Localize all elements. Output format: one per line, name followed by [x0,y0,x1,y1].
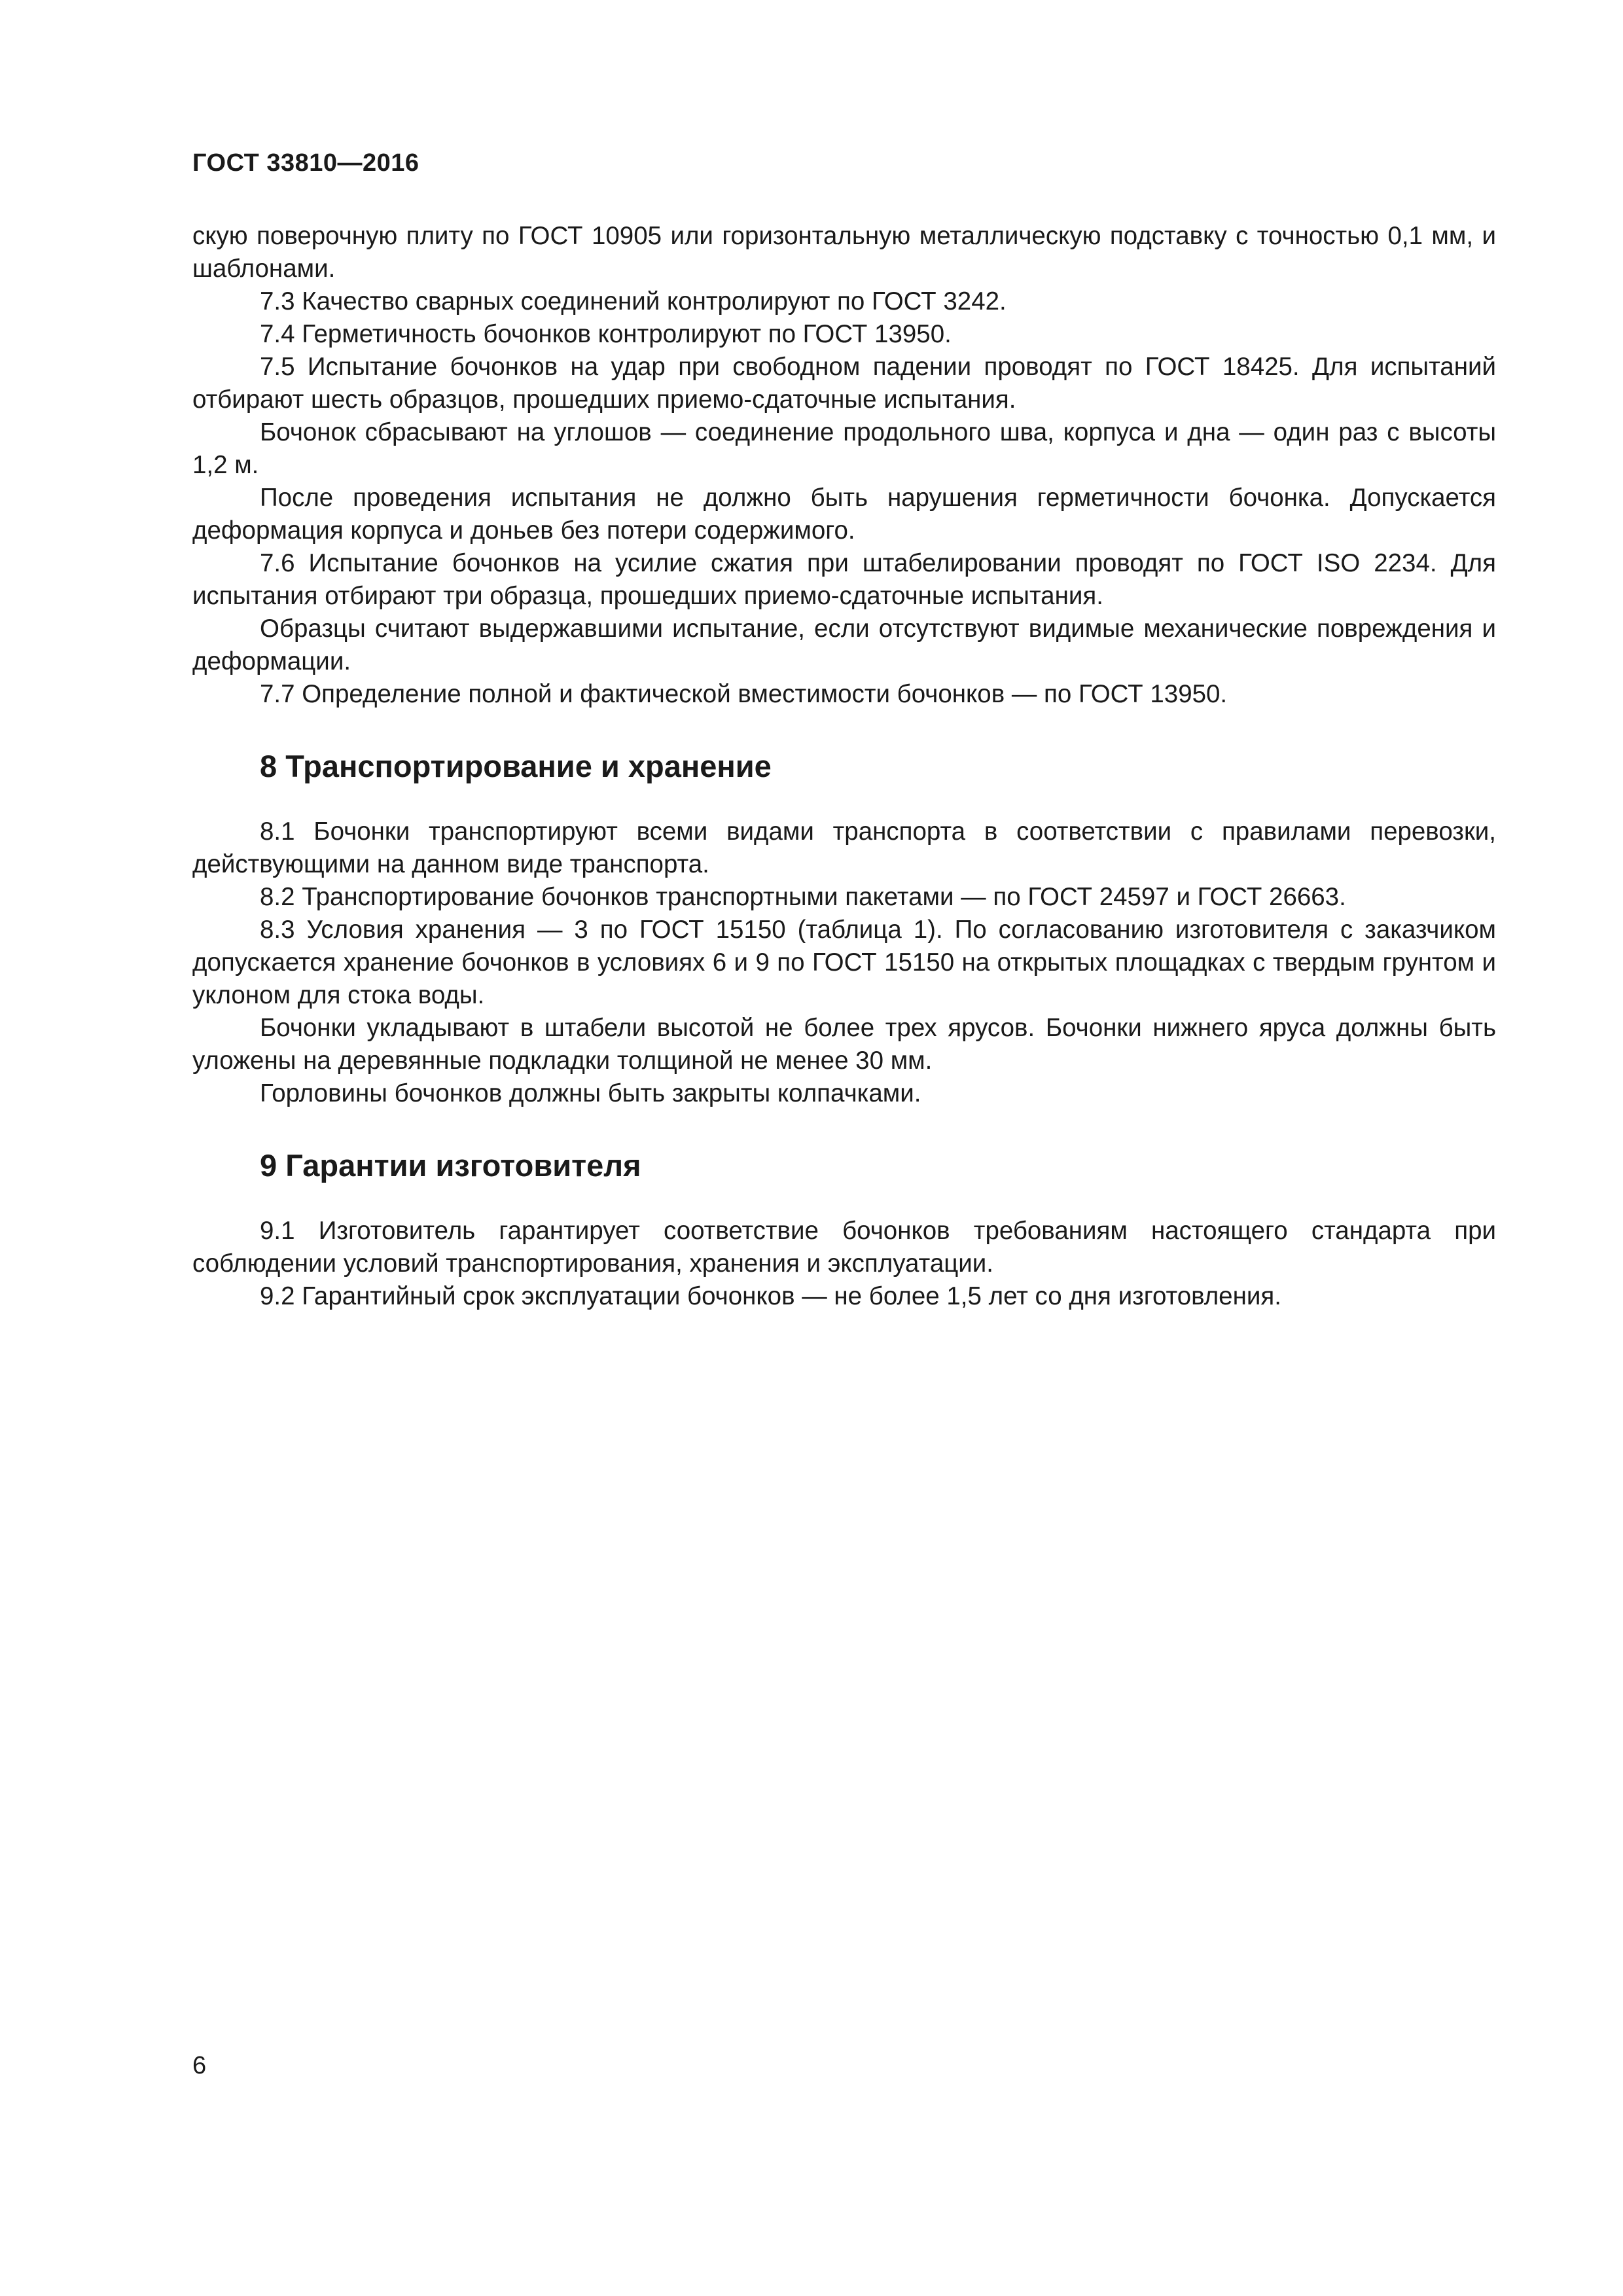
paragraph-8-1: 8.1 Бочонки транспортируют всеми видами транспорта в соответствии с правилами перевозки, действующими на данном виде транспорта. [192,817,1496,878]
paragraph-8-3: 8.3 Условия хранения — 3 по ГОСТ 15150 (таблица 1). По согласованию изготовителя с заказчиком допускается хранение бочонков в условиях 6 и 9 по ГОСТ 15150 на открытых площадках с твердым грунтом и уклоном для стока воды. [192,916,1496,1009]
paragraph-7-4: 7.4 Герметичность бочонков контролируют по ГОСТ 13950. [260,320,952,348]
paragraph-7-6: 7.6 Испытание бочонков на усилие сжатия при штабелировании проводят по ГОСТ ISO 2234. Для испытания отбирают три образца, прошедших приемо-сдаточные испытания. [192,549,1496,610]
section-title-9: 9 Гарантии изготовителя [260,1148,641,1183]
document-body [192,220,1496,1313]
section-title-8: 8 Транспортирование и хранение [260,749,772,783]
paragraph-7-3: 7.3 Качество сварных соединений контролируют по ГОСТ 3242. [260,287,1007,315]
paragraph-7-7: 7.7 Определение полной и фактической вместимости бочонков — по ГОСТ 13950. [260,680,1228,708]
paragraph-8-3-stacking: Бочонки укладывают в штабели высотой не более трех ярусов. Бочонки нижнего яруса должны быть уложены на деревянные подкладки толщиной не менее 30 мм. [192,1014,1496,1075]
paragraph-8-2: 8.2 Транспортирование бочонков транспортными пакетами — по ГОСТ 24597 и ГОСТ 26663. [260,883,1346,911]
paragraph-8-3-caps: Горловины бочонков должны быть закрыты колпачками. [260,1079,921,1107]
page-number: 6 [192,2052,207,2079]
paragraph-7-5: 7.5 Испытание бочонков на удар при свободном падении проводят по ГОСТ 18425. Для испытаний отбирают шесть образцов, прошедших приемо-сдаточные испытания. [192,353,1496,414]
paragraph-7-5-result: После проведения испытания не должно быть нарушения герметичности бочонка. Допускается деформация корпуса и доньев без потери содержимого. [192,484,1496,545]
paragraph-9-1: 9.1 Изготовитель гарантирует соответствие бочонков требованиям настоящего стандарта при соблюдении условий транспортирования, хранения и эксплуатации. [192,1217,1496,1278]
paragraph-9-2: 9.2 Гарантийный срок эксплуатации бочонков — не более 1,5 лет со дня изготовления. [260,1282,1281,1310]
paragraph-intro: скую поверочную плиту по ГОСТ 10905 или горизонтальную металлическую подставку с точностью 0,1 мм, и шаблонами. [192,222,1496,283]
paragraph-7-6-result: Образцы считают выдержавшими испытание, если отсутствуют видимые механические повреждения и деформации. [192,615,1496,675]
paragraph-7-5-drop: Бочонок сбрасывают на углошов — соединение продольного шва, корпуса и дна — один раз с высоты 1,2 м. [192,418,1496,479]
document-header: ГОСТ 33810—2016 [192,149,419,177]
